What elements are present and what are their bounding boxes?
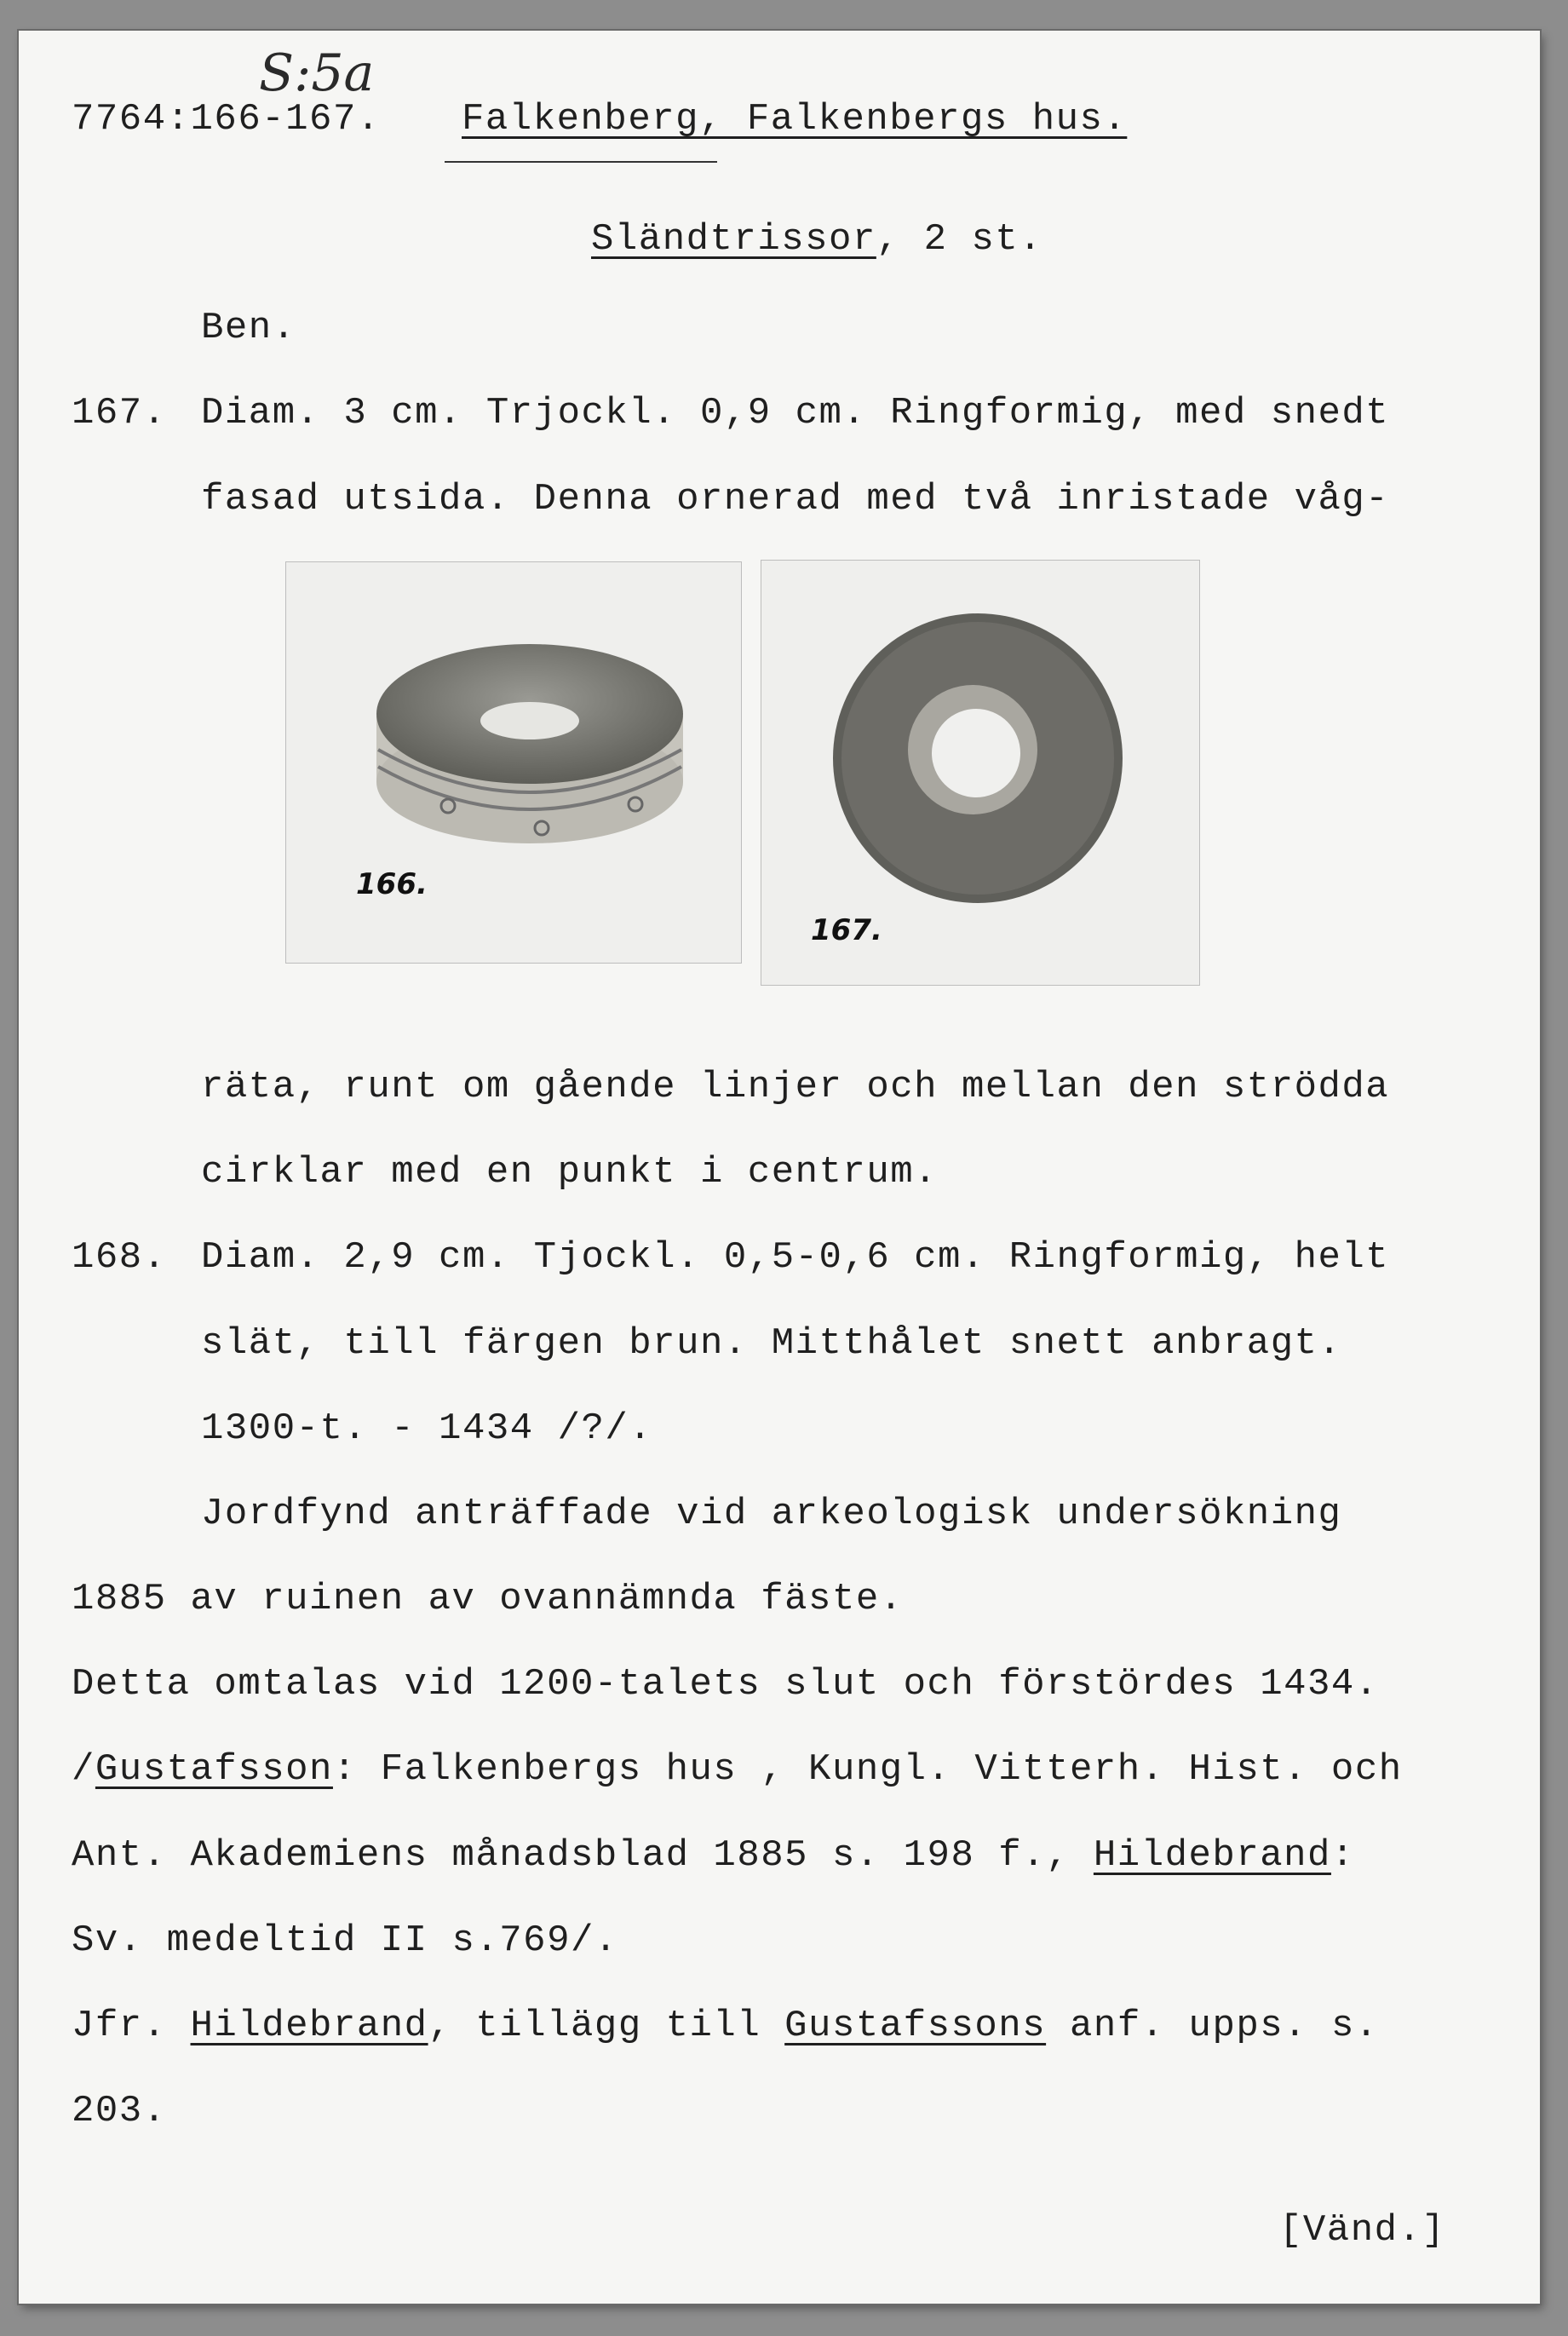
photo-spindle-whorl-166 <box>286 562 741 963</box>
entry-167-text-3: räta, runt om gående linjer och mellan den strödda <box>201 1066 1390 1108</box>
reference-5: 203. <box>72 2090 167 2132</box>
reference-2-suffix: : <box>1330 1834 1355 1877</box>
reference-4-author-2: Gustafssons <box>784 2005 1047 2047</box>
dating: 1300-t. - 1434 /?/. <box>201 1407 653 1450</box>
entry-168-text-2: slät, till färgen brun. Mitthålet snett anbragt. <box>201 1322 1342 1365</box>
entry-168-number: 168. <box>72 1236 167 1279</box>
reference-4-rest: anf. upps. s. <box>1046 2005 1379 2047</box>
entry-167-text-4: cirklar med en punkt i centrum. <box>201 1151 939 1194</box>
reference-2-prefix: Ant. Akademiens månadsblad 1885 s. 198 f., <box>72 1834 1094 1877</box>
reference-1 <box>72 1748 1403 1791</box>
subject-title: Sländtrissor <box>591 218 876 261</box>
catalog-card <box>19 31 1540 2304</box>
reference-2-author: Hildebrand <box>1093 1834 1331 1877</box>
catalog-number: 7764:166-167. <box>72 98 381 141</box>
spindle-whorl-166-image <box>286 562 741 963</box>
find-text-3: Detta omtalas vid 1200-talets slut och förstördes 1434. <box>72 1663 1379 1706</box>
reference-4-author: Hildebrand <box>190 2005 428 2047</box>
entry-167-text-1: Diam. 3 cm. Trjockl. 0,9 cm. Ringformig, med snedt <box>201 392 1390 434</box>
reference-4-mid: , tillägg till <box>428 2005 785 2047</box>
reference-1-rest: : Falkenbergs hus , Kungl. Vitterh. Hist. och <box>332 1748 1403 1791</box>
photo-spindle-whorl-167 <box>761 561 1199 985</box>
entry-168-text-1: Diam. 2,9 cm. Tjockl. 0,5-0,6 cm. Ringformig, helt <box>201 1236 1390 1279</box>
reference-3: Sv. medeltid II s.769/. <box>72 1919 618 1962</box>
photo-label-167: 167. <box>811 913 882 947</box>
turn-over-note: [Vänd.] <box>1279 2209 1446 2252</box>
photo-label-166: 166. <box>356 867 428 901</box>
reference-1-author: Gustafsson <box>95 1748 333 1791</box>
entry-167-text-2: fasad utsida. Denna ornerad med två inristade våg- <box>201 478 1390 521</box>
find-text-1: Jordfynd anträffade vid arkeologisk undersökning <box>201 1493 1342 1535</box>
entry-167-number: 167. <box>72 392 167 434</box>
reference-4 <box>72 2007 1379 2045</box>
find-text-2: 1885 av ruinen av ovannämnda fäste. <box>72 1578 904 1620</box>
header-rule <box>445 161 717 163</box>
reference-4-prefix: Jfr. <box>72 2005 191 2047</box>
reference-2 <box>72 1834 1355 1877</box>
material: Ben. <box>201 307 296 349</box>
reference-1-prefix: / <box>72 1748 95 1791</box>
handwritten-shelf-mark: S:5a <box>259 43 375 103</box>
subject-count: , 2 st. <box>876 218 1043 261</box>
find-location: Falkenberg, Falkenbergs hus. <box>462 98 1128 141</box>
subject-line <box>591 218 1043 261</box>
